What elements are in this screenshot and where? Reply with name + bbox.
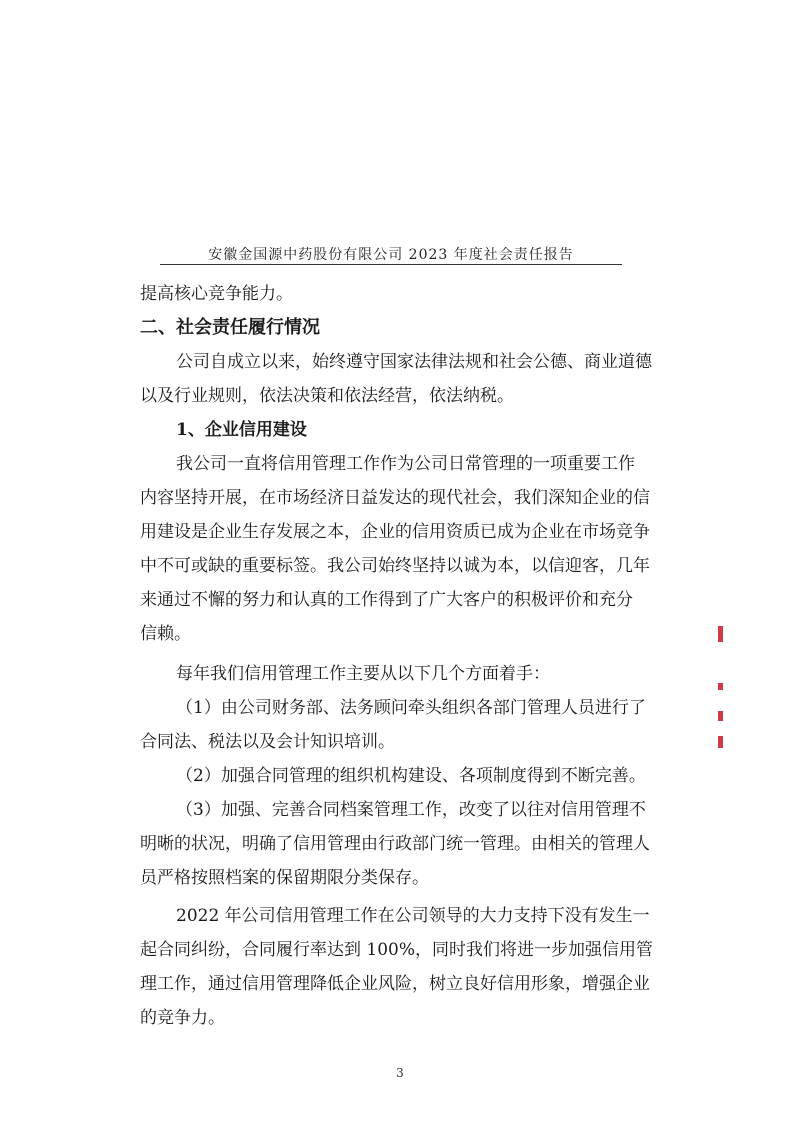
paragraph-line: 的竞争力。	[140, 1008, 225, 1028]
list-item-line: 员严格按照档案的保留期限分类保存。	[140, 868, 429, 888]
paragraph-line: 理工作，通过信用管理降低企业风险，树立良好信用形象，增强企业	[140, 974, 650, 994]
paragraph-line: 每年我们信用管理工作主要从以下几个方面着手：	[176, 664, 550, 684]
paragraph-line: 内容坚持开展，在市场经济日益发达的现代社会，我们深知企业的信	[140, 488, 650, 508]
paragraph-line: 我公司一直将信用管理工作作为公司日常管理的一项重要工作	[176, 454, 635, 474]
paragraph-line: 来通过不懈的努力和认真的工作得到了广大客户的积极评价和充分	[140, 590, 633, 610]
paragraph-line: 提高核心竞争能力。	[140, 284, 293, 304]
paragraph-line: 中不可或缺的重要标签。我公司始终坚持以诚为本，以信迎客，几年	[140, 556, 650, 576]
paragraph-line: 2022 年公司信用管理工作在公司领导的大力支持下没有发生一	[176, 906, 650, 926]
seal-edge-mark	[718, 736, 723, 748]
paragraph-line: 起合同纠纷，合同履行率达到 100%，同时我们将进一步加强信用管	[140, 940, 654, 960]
paragraph-line: 用建设是企业生存发展之本，企业的信用资质已成为企业在市场竞争	[140, 522, 650, 542]
header-divider	[160, 264, 622, 265]
section-heading: 二、社会责任履行情况	[140, 317, 320, 338]
subsection-heading: 1、企业信用建设	[176, 420, 307, 440]
list-item-line: （3）加强、完善合同档案管理工作，改变了以往对信用管理不	[176, 800, 646, 820]
paragraph-line: 公司自成立以来，始终遵守国家法律法规和社会公德、商业道德	[176, 352, 652, 372]
seal-edge-mark	[718, 683, 723, 690]
list-item-line: 明晰的状况，明确了信用管理由行政部门统一管理。由相关的管理人	[140, 834, 650, 854]
list-item-line: （1）由公司财务部、法务顾问牵头组织各部门管理人员进行了	[176, 698, 646, 718]
page-number: 3	[396, 1066, 404, 1080]
seal-edge-mark	[718, 711, 723, 721]
list-item-line: （2）加强合同管理的组织机构建设、各项制度得到不断完善。	[176, 766, 646, 786]
list-item-line: 合同法、税法以及会计知识培训。	[140, 732, 395, 752]
seal-edge-mark	[718, 626, 723, 642]
paragraph-line: 以及行业规则，依法决策和依法经营，依法纳税。	[140, 386, 514, 406]
report-header: 安徽金国源中药股份有限公司 2023 年度社会责任报告	[208, 247, 574, 263]
paragraph-line: 信赖。	[140, 624, 191, 644]
